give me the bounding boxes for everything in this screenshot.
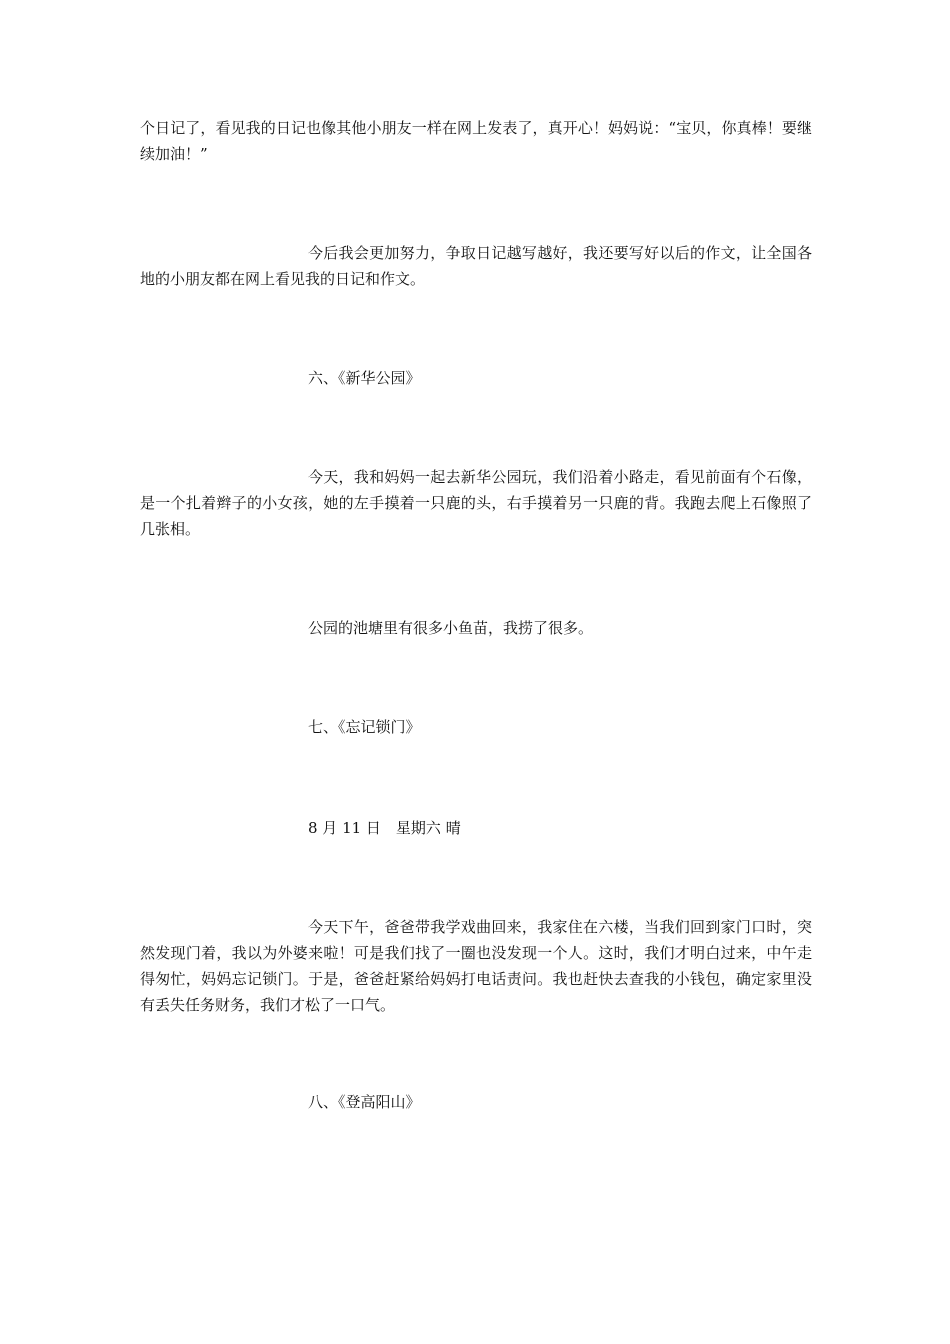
section-heading-gaoyang-mountain: 八、《登高阳山》	[308, 1093, 421, 1111]
paragraph-park-visit: 今天，我和妈妈一起去新华公园玩，我们沿着小路走，看见前面有个石像，是一个扎着辫子的小女孩，她的左手摸着一只鹿的头，右手摸着另一只鹿的背。我跑去爬上石像照了几张相。	[140, 468, 812, 538]
diary-date-line: 8 月 11 日 星期六 晴	[308, 819, 461, 837]
paragraph-future-effort: 今后我会更加努力，争取日记越写越好，我还要写好以后的作文，让全国各地的小朋友都在网上看见我的日记和作文。	[140, 244, 812, 288]
paragraph-forgot-lock: 今天下午，爸爸带我学戏曲回来，我家住在六楼，当我们回到家门口时，突然发现门着，我以为外婆来啦！可是我们找了一圈也没发现一个人。这时，我们才明白过来，中午走得匆忙，妈妈忘记锁门。于是，爸爸赶紧给妈妈打电话责问。我也赶快去查我的小钱包，确定家里没有丢失任务财务，我们才松了一口气。	[140, 918, 812, 1014]
paragraph-fish-pond: 公园的池塘里有很多小鱼苗，我捞了很多。	[308, 619, 594, 637]
section-heading-xinhua-park: 六、《新华公园》	[308, 369, 421, 387]
section-heading-forgot-lock: 七、《忘记锁门》	[308, 718, 421, 736]
paragraph-continuation: 个日记了，看见我的日记也像其他小朋友一样在网上发表了，真开心！妈妈说：“宝贝，你真棒！要继续加油！”	[140, 119, 812, 163]
